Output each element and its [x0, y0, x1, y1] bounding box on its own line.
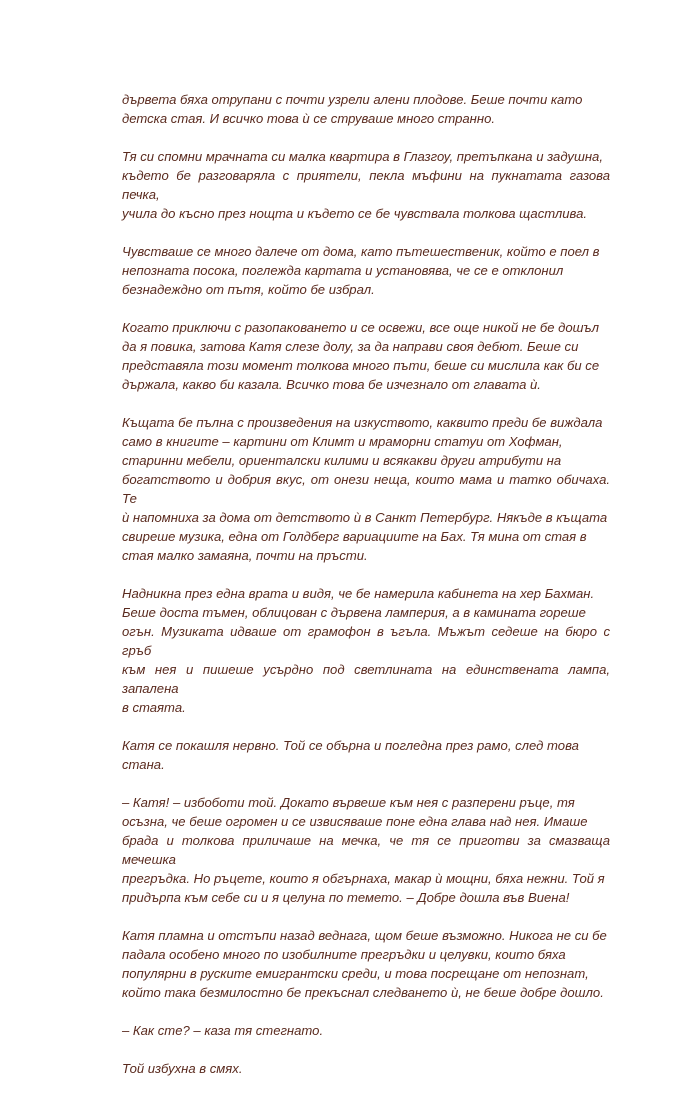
paragraph: Надникна през една врата и видя, че бе намерила кабинета на хер Бахман. Беше доста тъмен, облицован с дървена ламперия, а в камината гореше огън. Музиката идваше от грамофон в ъгъла. Мъжът седеше на бюро с гръб към нея и пишеше усърдно под светлината на единствената лампа, запалена в стаята.: [122, 586, 610, 715]
document-body: [122, 90, 610, 1097]
paragraph: дървета бяха отрупани с почти узрели алени плодове. Беше почти като детска стая. И всичко това ѝ се струваше много странно.: [122, 92, 583, 126]
paragraph: Тя си спомни мрачната си малка квартира в Глазгоу, претъпкана и задушна, където бе разговаряла с приятели, пекла мъфини на пукнатата газова печка, учила до късно през нощта и където се бе чувствала толкова щастлива.: [122, 149, 610, 221]
paragraph: Чувстваше се много далече от дома, като пътешественик, който е поел в непозната посока, поглежда картата и установява, че се е отклонил безнадеждно от пътя, който бе избрал.: [122, 244, 600, 297]
paragraph: Къщата бе пълна с произведения на изкуството, каквито преди бе виждала само в книгите – картини от Климт и мраморни статуи от Хофман, старинни мебели, ориенталски килими и всякакви други атрибути на богатството и добрия вкус, от онези неща, които мама и татко обичаха. Те ѝ напомниха за дома от детството ѝ в Санкт Петербург. Някъде в къщата свиреше музика, една от Голдберг вариациите на Бах. Тя мина от стая в стая малко замаяна, почти на пръсти.: [122, 415, 610, 563]
paragraph: Той избухна в смях.: [122, 1061, 243, 1076]
paragraph: – Катя! – избоботи той. Докато вървеше към нея с разперени ръце, тя осъзна, че беше огромен и се извисяваше поне една глава над нея. Имаше брада и толкова приличаше на мечка, че тя се приготви за смазваща мечешка прегръдка. Но ръцете, които я обгърнаха, макар ѝ мощни, бяха нежни. Той я придърпа към себе си и я целуна по темето. – Добре дошла във Виена!: [122, 795, 610, 905]
paragraph: Когато приключи с разопаковането и се освежи, все още никой не бе дошъл да я повика, затова Катя слезе долу, за да направи своя дебют. Беше си представяла този момент толкова много пъти, беше си мислила как би се държала, какво би казала. Всичко това бе изчезнало от главата ѝ.: [122, 320, 600, 392]
paragraph: Катя пламна и отстъпи назад веднага, щом беше възможно. Никога не си бе падала особено много по изобилните прегръдки и целувки, които бяха популярни в руските емигрантски среди, и това посрещане от непознат, който така безмилостно бе прекъснал следването ѝ, не беше добре дошло.: [122, 928, 607, 1000]
paragraph: – Как сте? – каза тя стегнато.: [122, 1023, 324, 1038]
paragraph: Катя се покашля нервно. Той се обърна и погледна през рамо, след това стана.: [122, 738, 579, 772]
